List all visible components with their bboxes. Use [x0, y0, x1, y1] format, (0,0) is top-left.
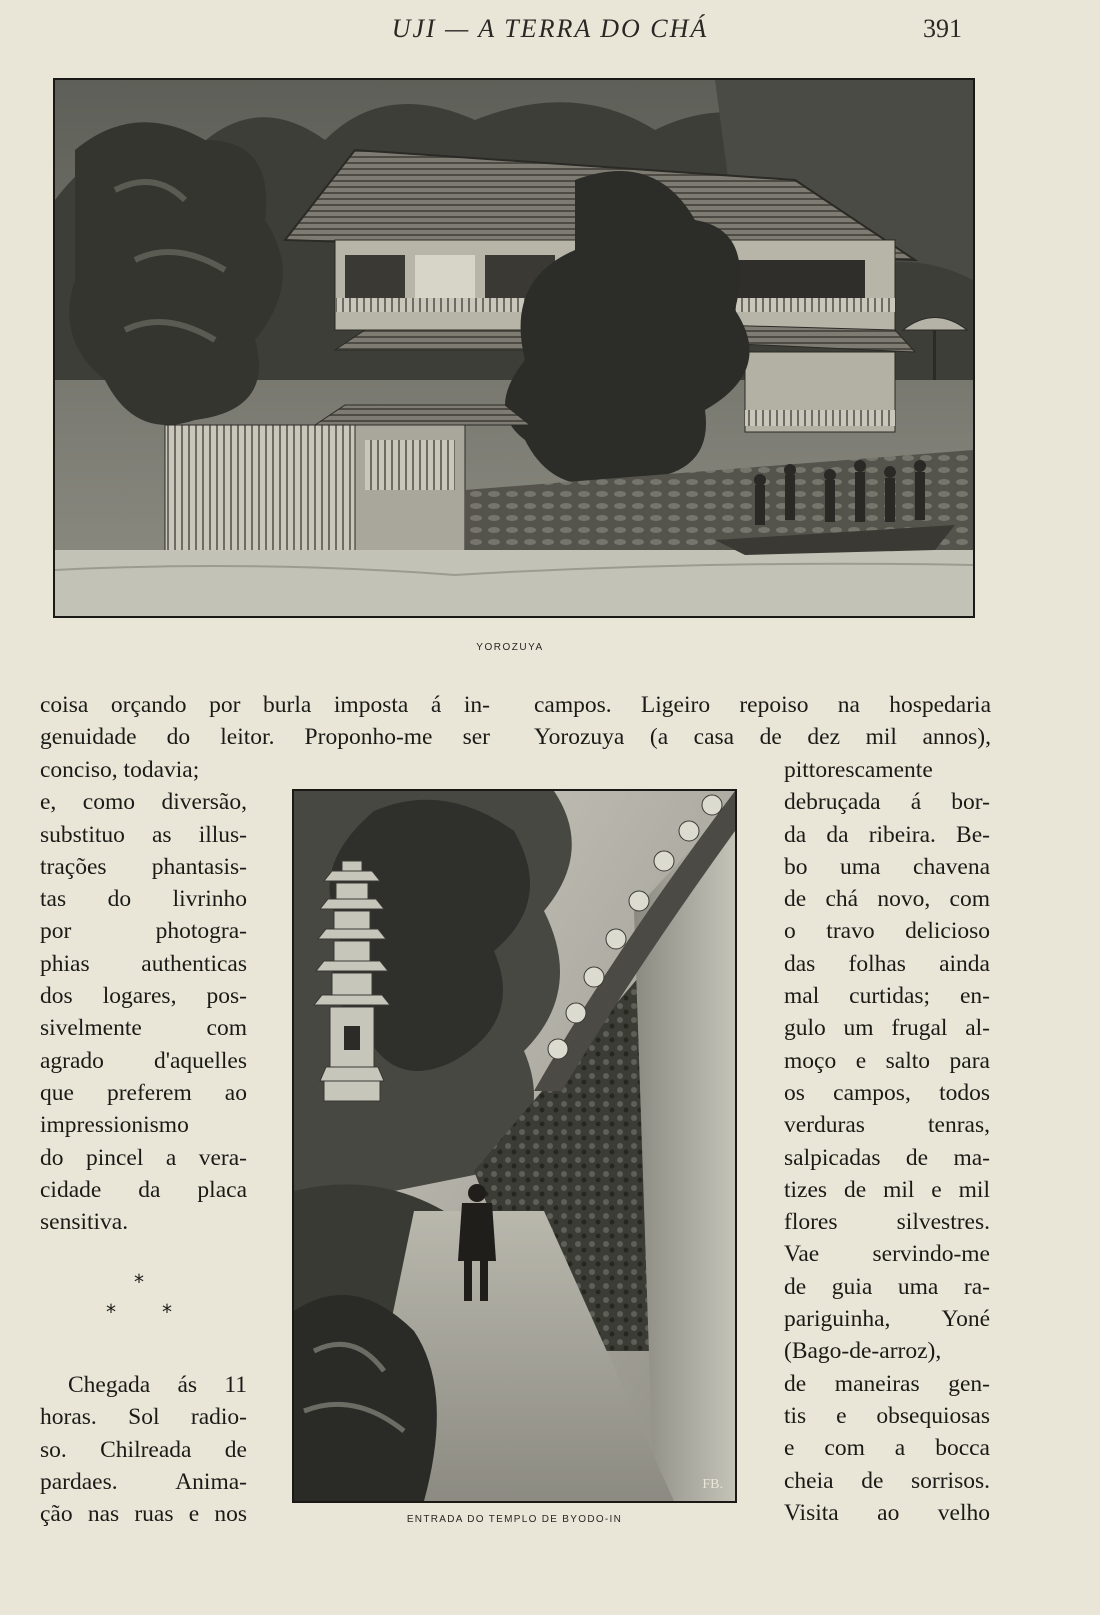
text-line: ção nas ruas e nos: [40, 1501, 247, 1528]
text-line: pariguinha, Yoné: [784, 1306, 990, 1333]
text-line: e com a bocca: [784, 1435, 990, 1462]
right-column-full-width-text: [534, 689, 991, 754]
text-line: por photogra-: [40, 918, 247, 945]
text-line: tis e obsequiosas: [784, 1402, 990, 1429]
text-line: da da ribeira. Be-: [784, 821, 990, 848]
text-line: substituo as illus-: [40, 821, 247, 848]
text-line: debruçada á bor-: [784, 789, 990, 816]
text-line: tizes de mil e mil: [784, 1176, 990, 1203]
asterisk: *: [134, 1270, 144, 1294]
text-line: Visita ao velho: [784, 1499, 990, 1526]
photo-byodo-in-entrance: [292, 789, 737, 1503]
text-line: genuidade do leitor. Proponho-me ser: [40, 724, 490, 751]
text-line: sensitiva.: [40, 1209, 129, 1236]
text-line: horas. Sol radio-: [40, 1404, 247, 1431]
photo-yorozuya: [53, 78, 975, 618]
right-column-narrow-text: [784, 754, 990, 1529]
text-line: tas do livrinho: [40, 886, 247, 913]
text-line: pittorescamente: [784, 757, 933, 783]
asterisk: *: [162, 1300, 172, 1324]
text-line: de maneiras gen-: [784, 1370, 990, 1397]
text-line: cheia de sorrisos.: [784, 1467, 990, 1494]
text-line: que preferem ao: [40, 1079, 247, 1106]
asterisk: *: [106, 1300, 116, 1324]
left-column-lower-text: [40, 1369, 247, 1530]
text-line: dos logares, pos-: [40, 983, 247, 1010]
text-line: bo uma chavena: [784, 853, 990, 880]
text-line: pardaes. Anima-: [40, 1468, 247, 1495]
running-title: UJI — A TERRA DO CHÁ: [391, 14, 709, 43]
text-line: flores silvestres.: [784, 1209, 990, 1236]
text-line: sivelmente com: [40, 1015, 247, 1042]
text-line: os campos, todos: [784, 1079, 990, 1106]
caption-yorozuya: YOROZUYA: [476, 642, 544, 653]
text-line: so. Chilreada de: [40, 1436, 247, 1463]
engraver-monogram: FB.: [702, 1477, 723, 1492]
text-line: agrado d'aquelles: [40, 1047, 247, 1074]
text-line: de chá novo, com: [784, 886, 990, 913]
text-line: campos. Ligeiro repoiso na hospedaria: [534, 692, 991, 718]
text-line: gulo um frugal al-: [784, 1015, 990, 1042]
text-line: de guia uma ra-: [784, 1273, 990, 1300]
text-line: conciso, todavia;: [40, 757, 200, 783]
section-separator-asterisks: [40, 1270, 247, 1330]
text-line: coisa orçando por burla imposta á in-: [40, 692, 490, 718]
text-line: Yorozuya (a casa de dez mil annos),: [534, 724, 991, 751]
text-line: mal curtidas; en-: [784, 983, 990, 1010]
caption-byodo-in: ENTRADA DO TEMPLO DE BYODO-IN: [406, 1514, 623, 1525]
text-line: das folhas ainda: [784, 950, 990, 977]
text-line: e, como diversão,: [40, 789, 247, 816]
text-line: phias authenticas: [40, 950, 247, 977]
text-line: (Bago-de-arroz),: [784, 1338, 942, 1365]
left-column-narrow-text: [40, 754, 247, 1238]
text-line: impressionismo: [40, 1112, 189, 1139]
page-number: 391: [923, 14, 962, 43]
photo-byodo-in-drawing: [294, 791, 735, 1501]
text-line: Chegada ás 11: [68, 1372, 247, 1398]
text-line: trações phantasis-: [40, 853, 247, 880]
text-line: do pincel a vera-: [40, 1144, 247, 1171]
photo-yorozuya-drawing: [55, 80, 973, 616]
text-line: salpicadas de ma-: [784, 1144, 990, 1171]
text-line: verduras tenras,: [784, 1112, 990, 1139]
text-line: o travo delicioso: [784, 918, 990, 945]
text-line: Vae servindo-me: [784, 1241, 990, 1268]
text-line: cidade da placa: [40, 1176, 247, 1203]
left-column-full-width-text: [40, 689, 490, 754]
text-line: moço e salto para: [784, 1047, 990, 1074]
